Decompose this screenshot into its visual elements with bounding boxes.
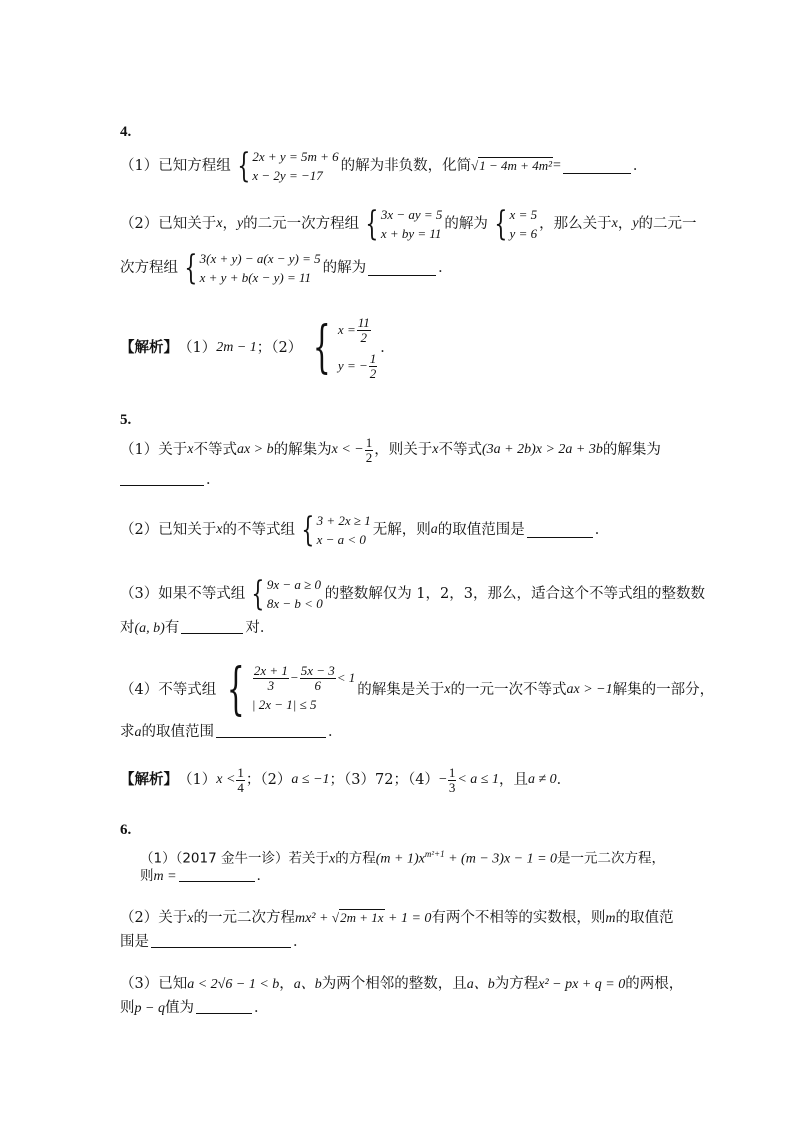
q5-ans-4-cond: a ≠ 0 (527, 772, 557, 787)
q5-p3-system (247, 575, 322, 613)
q5-ans-4-and: ，且 (498, 772, 528, 788)
q4-p2-system (361, 205, 442, 243)
comma: ， (222, 216, 237, 232)
q5-p4-eq2: | 2x − 1| ≤ 5 (251, 696, 317, 712)
q5-ans-4-value: < a ≤ 1 (457, 772, 499, 787)
q6-p2-end: ． (293, 934, 308, 950)
q6-p3-ab: a、b (466, 977, 495, 992)
q4-ans-2-label: ；（2） (256, 340, 303, 356)
q6-part3-line2 (120, 998, 268, 1019)
var-x: x (216, 522, 223, 537)
q4-answer (120, 310, 395, 386)
var-y: y (632, 216, 639, 231)
brace-icon: { (184, 248, 198, 288)
q5-p4-lt: < 1 (336, 670, 356, 685)
q6-p2-sqrt: √2m + 1x (331, 910, 384, 925)
q6-p1-answer-blank[interactable] (179, 867, 255, 882)
q6-p3-text-e: 的两根， (625, 976, 684, 992)
q5-p1-text-c: 的解集为 (273, 442, 332, 458)
q5-answer (120, 762, 571, 798)
q6-p3-text-a: （3）已知 (120, 976, 188, 992)
q6-p1-eq-rest: + (m − 3)x − 1 = 0 (444, 851, 558, 867)
q5-ans-1-label: （1） (178, 772, 217, 788)
q5-p2-text-a: （2）已知关于 (120, 522, 217, 538)
q6-p2-text-b: 的一元二次方程 (193, 910, 295, 926)
q6-p3-answer-blank[interactable] (196, 999, 252, 1014)
q6-part2-line2 (120, 932, 308, 952)
q4-p2-answer-blank[interactable] (368, 261, 436, 276)
q5-p1-end: ． (206, 472, 221, 488)
q6-p1-text-c: 是一元二次方程， (557, 850, 666, 867)
q4-p2-text-e: 的二元一 (638, 216, 697, 232)
q4-p2-text-b: 的二元一次方程组 (243, 216, 360, 232)
q5-p4-ineq: ax > −1 (566, 682, 613, 697)
q4-p2-eq1: 3x − ay = 5 (380, 207, 443, 222)
q5-p3-eq2: 8x − b < 0 (266, 596, 323, 611)
q4-part2-line1 (120, 204, 697, 244)
q4-ans-1-label: （1） (178, 340, 217, 356)
q6-part2-line1 (120, 908, 674, 929)
q4-ans-2a-lhs: x = (337, 322, 356, 337)
q4-p2-solution (490, 205, 537, 243)
q4-p2-text-c: 的解为 (444, 216, 488, 232)
q6-p2-text-e: 围是 (120, 934, 149, 950)
var-x: x (187, 911, 194, 926)
q4-p2-eq3: 3(x + y) − a(x − y) = 5 (199, 251, 321, 266)
q4-p1-eq1: 2x + y = 5m + 6 (252, 149, 339, 164)
q5-ans-1-lhs: x < (216, 772, 236, 787)
q6-p2-text-a: （2）关于 (120, 910, 188, 926)
q5-ans-end: ． (556, 772, 572, 788)
q4-p2-text-g: 的解为 (322, 260, 367, 276)
q6-p1-eq: (m + 1)x (375, 851, 425, 867)
q5-p4-frac2: $\frac{5x - 3}{6}$ (300, 662, 335, 693)
q5-p4-frac1: $\frac{2x + 1}{3}$ (253, 662, 288, 693)
brace-icon: { (251, 574, 265, 614)
q4-p2-system2 (180, 249, 321, 287)
q5-p2-end: ． (594, 522, 610, 538)
var-x: x (432, 442, 439, 457)
q6-p2-eq-a: mx² + (294, 911, 332, 926)
q5-p3-text-b: 的整数解仅为 1，2，3，那么，适合这个不等式组的整数数 (324, 586, 705, 602)
brace-icon: { (237, 146, 251, 186)
q6-p3-ineq: a < 2√6 − 1 < b (187, 977, 280, 992)
q5-part1-line2 (120, 470, 221, 490)
q5-p3-text-a: （3）如果不等式组 (120, 586, 246, 602)
q4-ans-end: ． (380, 340, 395, 356)
q6-p3-text-c: 为两个相邻的整数，且 (321, 976, 467, 992)
answer-tag: 【解析】 (120, 771, 178, 788)
comma: ， (617, 216, 633, 232)
var-x: x (611, 216, 618, 231)
q6-p3-pq: p − q (134, 1001, 165, 1016)
var-x: x (329, 851, 336, 867)
q4-number: 4. (120, 124, 132, 140)
q5-p3-text-d: 有 (164, 620, 180, 636)
q4-part2-line2 (120, 248, 453, 288)
var-y: y (236, 216, 244, 231)
q4-p1-text-a: （1）已知方程组 (120, 158, 231, 174)
q5-p2-system (297, 511, 371, 549)
q5-p4-text-e: 求 (120, 724, 135, 740)
q4-ans-2-system (304, 312, 378, 384)
q5-ans-4-frac: $\frac{1}{3}$ (448, 764, 456, 795)
var-x: x (444, 682, 451, 697)
q4-p2-eq4: x + y + b(x − y) = 11 (199, 270, 312, 285)
q4-p2-sol1: x = 5 (509, 207, 538, 222)
q5-p2-text-b: 的不等式组 (222, 522, 295, 538)
q5-p3-eq1: 9x − a ≥ 0 (266, 577, 322, 592)
brace-icon: { (494, 204, 508, 244)
q4-ans-1-value: 2m − 1 (216, 340, 257, 355)
q5-p4-end: ． (328, 724, 343, 740)
q5-part4-line1 (120, 657, 715, 722)
q5-p2-text-c: 无解，则 (372, 522, 431, 538)
q6-p2-eq-b: + 1 = 0 (384, 911, 432, 926)
q4-p1-text-b: 的解为非负数，化简 (340, 158, 472, 174)
q4-p1-sqrt: √1 − 4m + 4m² (471, 158, 552, 173)
q5-p2-eq2: x − a < 0 (316, 532, 366, 547)
q5-p4-answer-blank[interactable] (216, 723, 326, 738)
q5-p4-text-b: 的解集是关于 (357, 682, 445, 698)
q4-ans-2a-frac: $\frac{11}{2}$ (357, 314, 370, 345)
q4-ans-2b-lhs: y = − (337, 358, 368, 373)
q5-p1-text-f: 的解集为 (602, 442, 661, 458)
q4-p1-end: ． (632, 158, 648, 174)
q5-p3-pair: (a, b) (134, 621, 165, 636)
q6-p2-text-d: 的取值范 (615, 910, 674, 926)
brace-icon: { (301, 510, 315, 550)
q5-part3-line2 (120, 618, 274, 639)
q6-p1-end: ． (256, 868, 271, 884)
var-a: a (430, 522, 438, 537)
q4-p1-eq2: x − 2y = −17 (252, 168, 323, 183)
q5-part3-line1 (120, 574, 705, 614)
q5-part1-line1 (120, 432, 661, 468)
q4-p1-answer-blank[interactable] (563, 159, 631, 174)
var-a: a (134, 725, 142, 740)
q5-p2-eq1: 3 + 2x ≥ 1 (316, 513, 371, 528)
q5-p1-ineq2: (3a + 2b)x > 2a + 3b (481, 442, 603, 457)
q5-p4-text-a: （4）不等式组 (120, 682, 217, 698)
q5-p3-answer-blank[interactable] (181, 619, 243, 634)
q6-p1-exponent: m²+1 (424, 849, 445, 859)
q4-p2-text-d: ，那么关于 (539, 216, 612, 232)
var-x: x (187, 442, 194, 457)
q6-p3-text-g: 值为 (164, 1000, 194, 1016)
q6-p2-text-c: 有两个不相等的实数根，则 (431, 910, 606, 926)
q5-p4-text-f: 的取值范围 (141, 724, 214, 740)
q6-p3-ab: a、b (293, 977, 322, 992)
q5-p1-ineq: ax > b (236, 442, 274, 457)
var-x: x (216, 216, 223, 231)
answer-tag: 【解析】 (120, 339, 178, 356)
q5-ans-4-minus: − (438, 772, 447, 787)
q4-p2-end: ． (438, 260, 453, 276)
q5-p3-text-e: 对． (245, 620, 275, 636)
q6-p1-text-d: 则 (140, 868, 154, 884)
comma: ， (279, 976, 294, 992)
q5-ans-3-label: ；（3）72；（4） (329, 772, 439, 788)
q6-number: 6. (120, 822, 132, 838)
q4-p1-eq-sign: = (552, 158, 561, 173)
q6-part1-line2 (140, 866, 270, 887)
q6-p3-end: ． (253, 1000, 269, 1016)
brace-icon: { (365, 204, 379, 244)
q5-p1-answer-blank[interactable] (120, 471, 204, 486)
q5-p1-text-e: 不等式 (438, 442, 482, 458)
brace-icon: { (227, 657, 245, 722)
minus: − (289, 670, 299, 685)
q4-p2-text-f: 次方程组 (120, 260, 178, 276)
q5-p4-text-c: 的一元一次不等式 (450, 682, 567, 698)
q5-p4-system (218, 657, 356, 722)
q5-p2-answer-blank[interactable] (527, 523, 593, 538)
q5-part4-line2 (120, 722, 343, 743)
q6-p1-text-a: （1）（2017 金牛一诊）若关于 (140, 850, 329, 867)
q5-p1-text-b: 不等式 (193, 442, 237, 458)
q4-ans-2b-frac: $\frac{1}{2}$ (369, 350, 377, 381)
q5-p1-text-a: （1）关于 (120, 442, 188, 458)
q6-p1-text-b: 的方程 (335, 850, 376, 867)
q4-p2-sol2: y = 6 (509, 226, 538, 241)
q5-ans-1-frac: $\frac{1}{4}$ (237, 764, 244, 795)
q4-part1 (120, 146, 647, 186)
q5-p1-sol-frac: $\frac{1}{2}$ (365, 434, 373, 465)
brace-icon: { (313, 315, 332, 380)
q6-p3-text-f: 则 (120, 1000, 135, 1016)
q5-number: 5. (120, 412, 132, 428)
q5-p4-text-d: 解集的一部分， (612, 682, 715, 698)
q5-part2 (120, 510, 609, 550)
q6-p3-eq: x² − px + q = 0 (538, 977, 626, 992)
q5-p1-text-d: ，则关于 (374, 442, 433, 458)
q5-p3-text-c: 对 (120, 620, 135, 636)
q4-p1-system (233, 147, 339, 185)
q5-p2-text-d: 的取值范围是 (437, 522, 525, 538)
q6-p2-answer-blank[interactable] (151, 933, 291, 948)
q6-p3-text-d: 为方程 (494, 976, 539, 992)
q5-ans-2-label: ；（2） (245, 772, 292, 788)
q6-p1-m: m = (153, 869, 177, 884)
q5-ans-2-value: a ≤ −1 (291, 772, 330, 787)
q4-p2-eq2: x + by = 11 (380, 226, 442, 241)
q4-p2-text-a: （2）已知关于 (120, 216, 217, 232)
var-m: m (605, 911, 616, 926)
q5-p1-sol-lhs: x < − (331, 442, 364, 457)
q6-part3-line1 (120, 974, 683, 995)
